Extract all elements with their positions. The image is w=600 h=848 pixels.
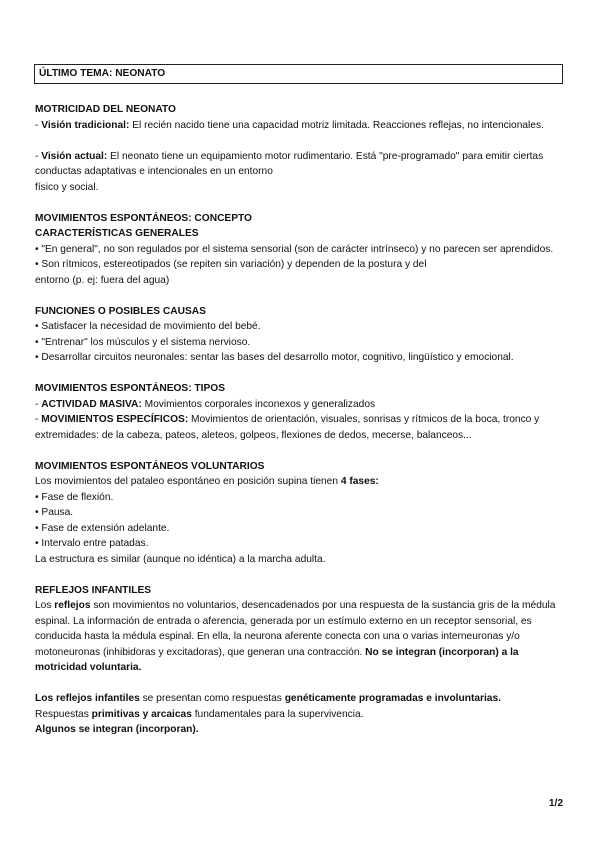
text-run: son movimientos no voluntarios, desencadenados por una respuesta de la sustancia gris de la médula espinal. La información de entrada o aferencia, generada por un estímulo externo en un receptor sensorial, es conducida hasta la médula espinal. En ella, la neurona aferente conecta con una o varias interneuronas y/o motoneuronas (inhibidoras y excitadoras), que generan una contracción.	[35, 600, 556, 658]
bullet-caracteristica-2-cont: entorno (p. ej: fuera del agua)	[35, 274, 170, 286]
label-vision-tradicional: Visión tradicional:	[41, 119, 130, 131]
list-item: • Intervalo entre patadas.	[35, 538, 149, 549]
text-run: Los	[35, 600, 55, 611]
list-item: • Desarrollar circuitos neuronales: sentar las bases del desarrollo motor, cognitivo, lingüístico y emocional.	[35, 352, 514, 363]
paragraph-vision-tradicional	[35, 118, 567, 134]
text-run: se presentan como respuestas	[139, 693, 285, 704]
paragraph-vision-actual	[35, 149, 567, 180]
section-heading-voluntarios: MOVIMIENTOS ESPONTÁNEOS VOLUNTARIOS	[35, 460, 265, 472]
label-movimientos-especificos: MOVIMIENTOS ESPECÍFICOS:	[41, 414, 189, 425]
bold-run: Algunos se integran (incorporan).	[35, 724, 199, 735]
text-run: Respuestas	[35, 708, 92, 720]
paragraph-estructura: La estructura es similar (aunque no idéntica) a la marcha adulta.	[35, 553, 326, 565]
list-item: • Pausa.	[35, 507, 74, 518]
bold-run: No se integran (incorporan) a la motricidad voluntaria.	[35, 646, 519, 673]
paragraph-reflejos-infantiles	[35, 691, 567, 707]
prefix: -	[35, 398, 42, 410]
section-heading-reflejos: REFLEJOS INFANTILES	[35, 584, 152, 596]
paragraph-pataleo	[35, 474, 567, 490]
list-item: • Satisfacer la necesidad de movimiento del bebé.	[35, 321, 261, 332]
list-item: • Fase de extensión adelante.	[35, 522, 170, 534]
bold-run: Los reflejos infantiles	[35, 693, 140, 704]
text-actividad-masiva: Movimientos corporales inconexos y generalizados	[141, 398, 376, 410]
text-vision-actual: El neonato tiene un equipamiento motor rudimentario. Está "pre-programado" para emitir ciertas conductas adaptativas e intencionales en un entorno	[35, 150, 544, 177]
bullet-caracteristica-1: • "En general", no son regulados por el sistema sensorial (son de carácter intrínseco) y no parecen ser aprendidos.	[35, 243, 554, 255]
text-run: fundamentales para la supervivencia.	[191, 708, 364, 720]
document-body	[35, 102, 567, 738]
section-heading-concepto: MOVIMIENTOS ESPONTÁNEOS: CONCEPTO	[35, 212, 252, 224]
bold-run: primitivas y arcaicas	[91, 708, 192, 720]
prefix: -	[35, 119, 42, 131]
section-heading-tipos: MOVIMIENTOS ESPONTÁNEOS: TIPOS	[35, 383, 226, 394]
list-item: • Fase de flexión.	[35, 491, 114, 503]
text-pataleo: Los movimientos del pataleo espontáneo en posición supina tienen	[35, 476, 341, 487]
text-vision-tradicional: El recién nacido tiene una capacidad motriz limitada. Reacciones reflejas, no intencionales.	[129, 119, 544, 131]
prefix: -	[35, 150, 42, 162]
paragraph-vision-actual-cont: físico y social.	[35, 181, 99, 193]
label-actividad-masiva: ACTIVIDAD MASIVA:	[41, 398, 142, 410]
section-heading-motricidad: MOTRICIDAD DEL NEONATO	[35, 104, 176, 115]
list-item: • "Entrenar" los músculos y el sistema nervioso.	[35, 336, 251, 348]
section-heading-funciones: FUNCIONES O POSIBLES CAUSAS	[35, 305, 206, 317]
section-heading-caracteristicas: CARACTERÍSTICAS GENERALES	[35, 228, 199, 239]
paragraph-integran	[35, 722, 567, 738]
prefix: -	[35, 414, 42, 425]
bold-run: reflejos	[54, 600, 91, 611]
label-vision-actual: Visión actual:	[41, 150, 108, 162]
text-movimientos-especificos: Movimientos de orientación, visuales, sonrisas y rítmicos de la boca, tronco y extremidades: de la cabeza, pateos, aleteos, golpeos, flexiones de dedos, mecerse, balanceos...	[35, 414, 540, 441]
label-fases: 4 fases:	[340, 476, 379, 487]
page-number: 1/2	[548, 798, 563, 809]
title-box: ÚLTIMO TEMA: NEONATO	[34, 64, 563, 84]
bold-run: genéticamente programadas e involuntarias.	[284, 693, 501, 704]
paragraph-actividad-masiva	[35, 397, 567, 413]
paragraph-movimientos-especificos	[35, 412, 567, 443]
paragraph-reflejos	[35, 598, 567, 676]
paragraph-respuestas	[35, 707, 567, 723]
bullet-caracteristica-2: • Son rítmicos, estereotipados (se repiten sin variación) y dependen de la postura y del	[35, 259, 427, 270]
